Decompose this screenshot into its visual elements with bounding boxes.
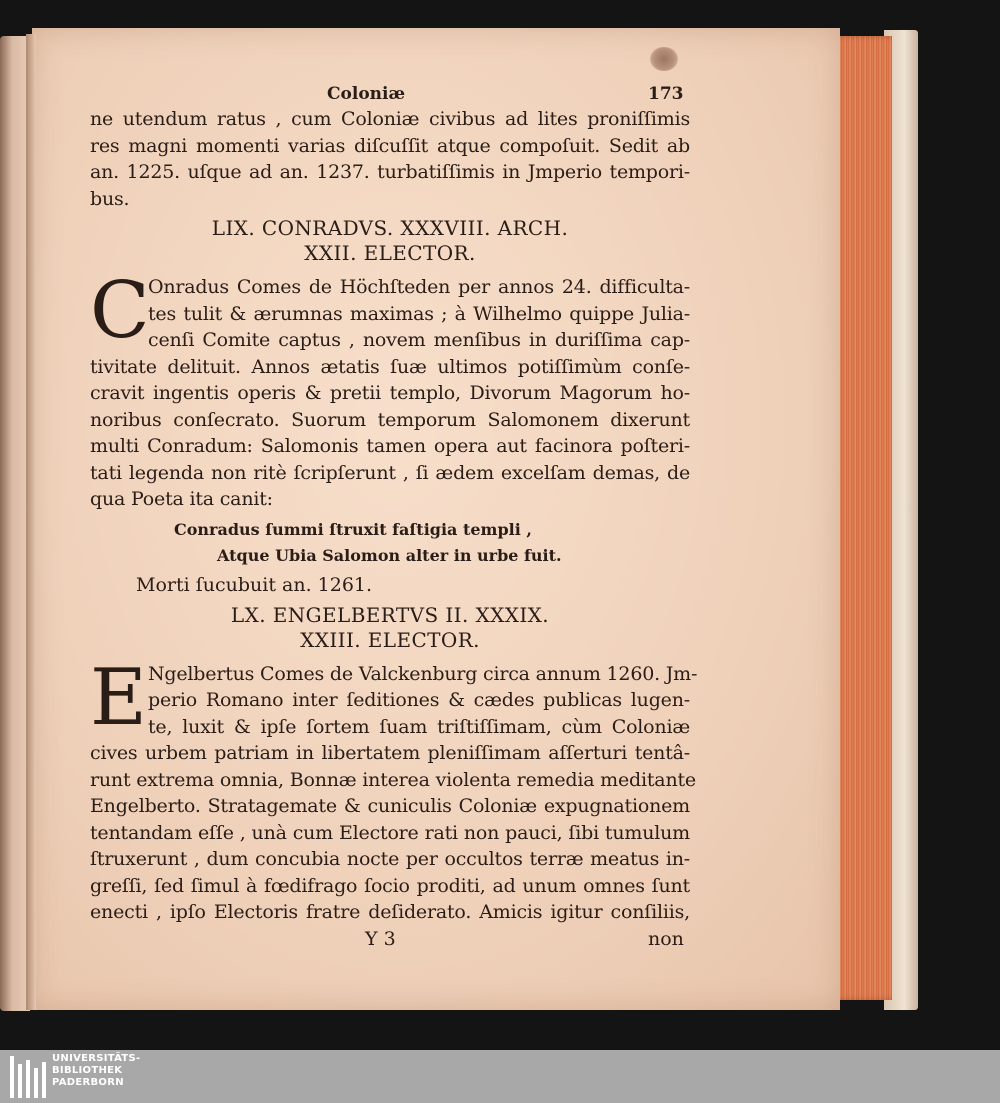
library-logo-icon [10, 1056, 46, 1098]
text-line: runt extrema omnia, Bonnæ interea violenta remedia meditante [90, 768, 696, 791]
paragraph-engelbertus [90, 652, 698, 926]
drop-cap: E [90, 652, 147, 743]
running-title: Coloniæ [327, 84, 406, 104]
text-line: perio Romano inter ſeditiones & cædes publicas lugen- [148, 689, 690, 711]
text-line: ne utendum ratus , cum Coloniæ civibus ad lites proniſſimis [90, 108, 690, 130]
page-number: 173 [648, 84, 684, 104]
text-line: tentandam eſſe , unà cum Electore rati non pauci, ſibi tumulum [90, 821, 690, 844]
text-line: an. 1225. uſque ad an. 1237. turbatiſſimis in Jmperio tempori- [90, 161, 690, 183]
page-gutter [26, 34, 36, 1010]
library-name-line: BIBLIOTHEK [52, 1065, 123, 1076]
page-text [90, 84, 698, 954]
text-line: tes tulit & ærumnas maximas ; à Wilhelmo quippe Julia- [148, 302, 690, 325]
page-foot [90, 928, 690, 954]
catchword: non [648, 927, 684, 950]
signature-mark: Y 3 [365, 927, 396, 950]
text-line: tati legenda non ritè ſcripſerunt , ſi ædem excelſam demas, de [90, 461, 690, 484]
verse-line: Conradus ſummi ſtruxit faſtigia templi , [174, 519, 532, 539]
opening-lines [90, 106, 690, 212]
drop-cap: C [90, 266, 150, 356]
text-line: noribus conſecrato. Suorum temporum Salomonem dixerunt [90, 408, 690, 431]
text-line: cenſi Comite captus , novem menſibus in duriſſima cap- [148, 329, 690, 351]
library-footer-bar [0, 1050, 1000, 1103]
text-line: te, luxit & ipſe ſortem ſuam triſtiſſimam, cùm Coloniæ [148, 715, 690, 738]
text-line: ſtruxerunt , dum concubia nocte per occultos terræ meatus in- [90, 848, 690, 870]
page-fore-edge [832, 36, 892, 1000]
text-line: Ngelbertus Comes de Valckenburg circa annum 1260. Jm- [148, 662, 698, 685]
text-line: multi Conradum: Salomonis tamen opera aut facinora poſteri- [90, 435, 690, 457]
text-line: tivitate delituit. Annos ætatis ſuæ ultimos potiſſimùm conſe- [90, 355, 690, 378]
library-name-line: PADERBORN [52, 1077, 124, 1088]
text-line: Onradus Comes de Höchſteden per annos 24. difficulta- [148, 276, 690, 298]
paragraph-conradus [90, 266, 690, 513]
text-line: greſſi, ſed ſimul à fœdifrago ſocio proditi, ad unum omnes ſunt [90, 874, 690, 897]
text-line: cives urbem patriam in libertatem pleniſſimam aſſerturi tentâ- [90, 742, 690, 764]
text-line: qua Poeta ita canit: [90, 488, 273, 510]
section-subheading: XXIII. ELECTOR. [300, 627, 480, 652]
text-line: enecti , ipſo Electoris fratre deſiderato. Amicis igitur conſiliis, [90, 901, 690, 923]
text-line: res magni momenti varias diſcuſſit atque compoſuit. Sedit ab [90, 134, 690, 157]
text-line: Engelberto. Stratagemate & cuniculis Coloniæ expugnationem [90, 795, 690, 817]
running-head [90, 84, 690, 106]
verse-line: Atque Ubia Salomon alter in urbe fuit. [217, 545, 562, 565]
text-line: bus. [90, 187, 130, 210]
death-note: Morti ſucubuit an. 1261. [136, 573, 373, 596]
section-subheading: XXII. ELECTOR. [304, 241, 476, 265]
library-name [52, 1053, 141, 1089]
paper-stain [650, 47, 678, 71]
section-heading: LX. ENGELBERTVS II. XXXIX. [230, 602, 550, 627]
text-line: cravit ingentis operis & pretii templo, Divorum Magorum ho- [90, 382, 690, 404]
section-heading: LIX. CONRADVS. XXXVIII. ARCH. [211, 216, 569, 240]
library-name-line: UNIVERSITÄTS- [52, 1053, 141, 1064]
